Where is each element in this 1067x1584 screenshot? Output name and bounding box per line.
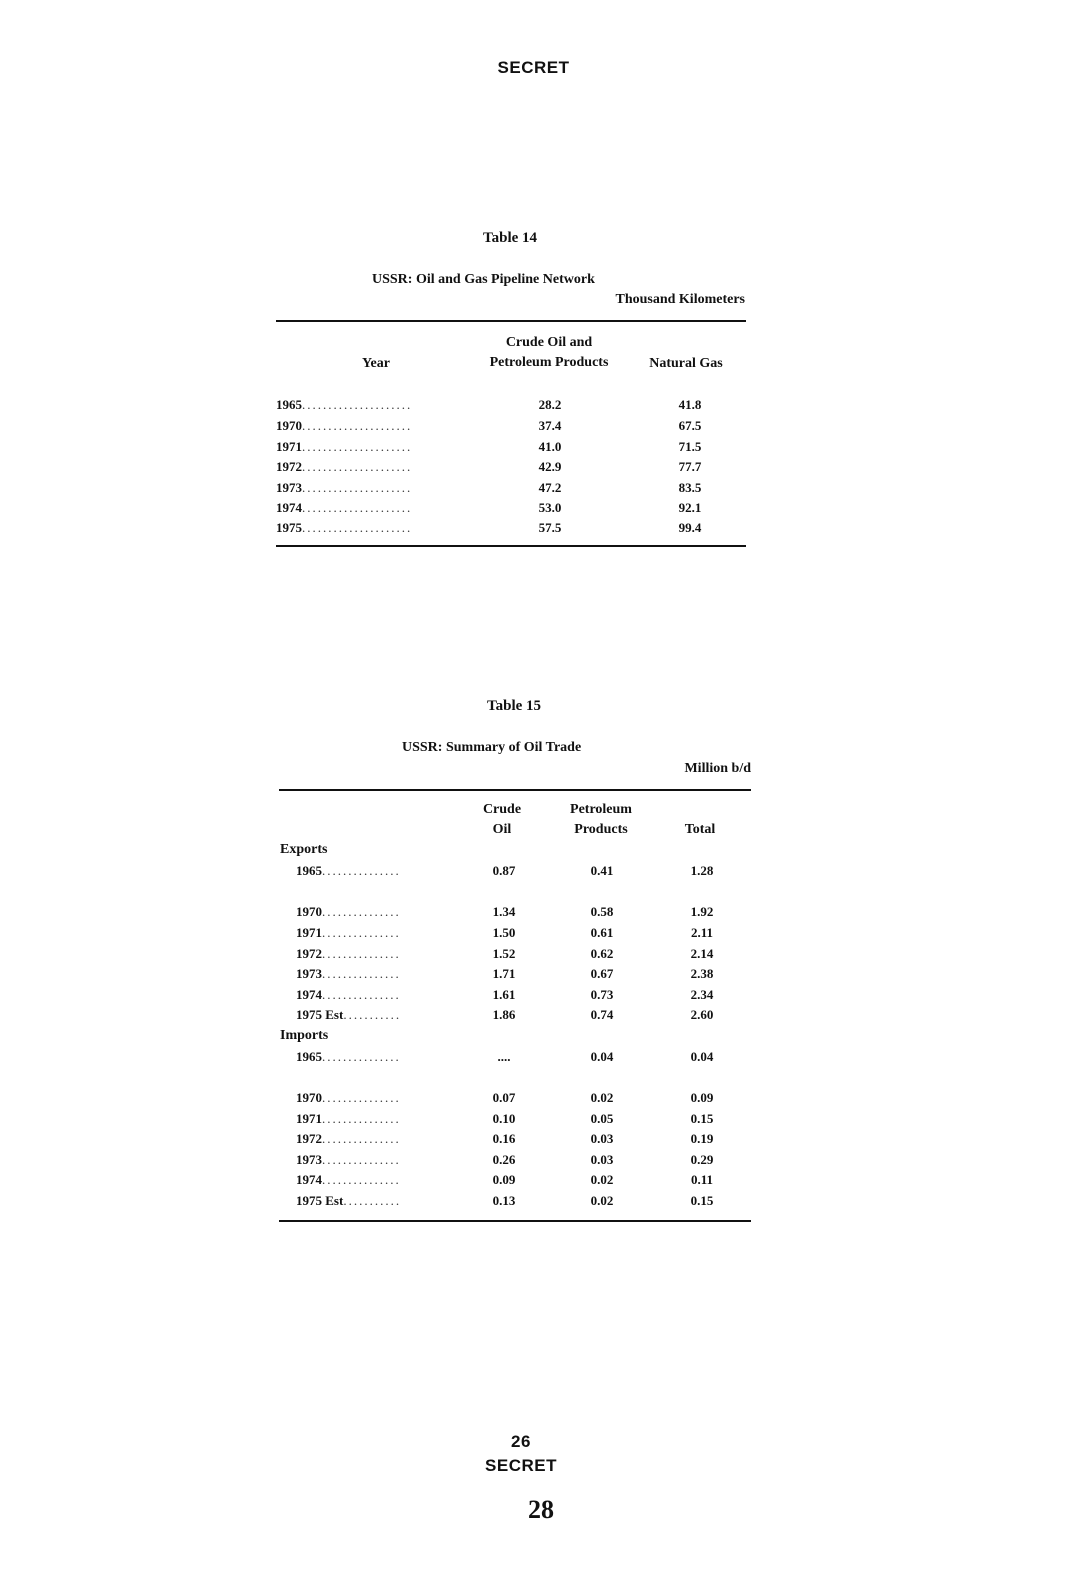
row-crude: 1.52 (492, 946, 516, 961)
row-crude: 0.87 (492, 863, 516, 878)
row-products: 0.73 (590, 987, 614, 1002)
row-oil: 53.0 (538, 500, 562, 515)
table14-number: Table 14 (482, 230, 538, 246)
row-year: 1974............... (296, 1172, 401, 1187)
table15-col-total: Total (684, 822, 716, 837)
row-year: 1965..................... (276, 397, 413, 412)
row-crude: .... (497, 1049, 511, 1064)
classification-header: SECRET (497, 58, 570, 77)
row-year: 1975 Est........... (296, 1193, 402, 1208)
table15-col-products (556, 800, 646, 840)
row-products: 0.02 (590, 1090, 614, 1105)
table15-unit: Million b/d (684, 761, 751, 776)
table14-bottom-rule (276, 545, 746, 547)
row-year: 1970..................... (276, 418, 413, 433)
row-crude: 1.71 (492, 966, 516, 981)
table15-bottom-rule (279, 1220, 751, 1222)
row-total: 0.15 (690, 1111, 714, 1126)
table15-col-products-line1: Petroleum (570, 802, 632, 817)
table15-title: USSR: Summary of Oil Trade (402, 740, 582, 755)
row-year: 1971............... (296, 1111, 401, 1126)
row-total: 2.34 (690, 987, 714, 1002)
row-crude: 1.50 (492, 925, 516, 940)
row-products: 0.04 (590, 1049, 614, 1064)
page-number: 26 (511, 1432, 531, 1451)
table14-col-year: Year (362, 356, 390, 371)
row-gas: 41.8 (678, 397, 702, 412)
table14-col-gas: Natural Gas (649, 356, 723, 371)
row-total: 2.60 (690, 1007, 714, 1022)
row-oil: 28.2 (538, 397, 562, 412)
table14-col-oil-line1: Crude Oil and (505, 335, 593, 350)
row-oil: 42.9 (538, 459, 562, 474)
imports-label: Imports (280, 1028, 329, 1043)
row-oil: 41.0 (538, 439, 562, 454)
row-total: 0.19 (690, 1131, 714, 1146)
row-total: 0.29 (690, 1152, 714, 1167)
row-total: 2.11 (690, 925, 714, 940)
row-oil: 47.2 (538, 480, 562, 495)
table14-col-oil-line2: Petroleum Products (489, 355, 609, 370)
table15-number: Table 15 (486, 698, 542, 714)
row-crude: 1.86 (492, 1007, 516, 1022)
row-year: 1973............... (296, 966, 401, 981)
table15-col-products-line2: Products (574, 822, 628, 837)
row-year: 1972..................... (276, 459, 413, 474)
row-crude: 0.13 (492, 1193, 516, 1208)
table14-unit: Thousand Kilometers (615, 292, 745, 307)
row-crude: 1.61 (492, 987, 516, 1002)
row-year: 1965............... (296, 1049, 401, 1064)
table14-title: USSR: Oil and Gas Pipeline Network (372, 272, 595, 287)
row-products: 0.62 (590, 946, 614, 961)
row-products: 0.05 (590, 1111, 614, 1126)
row-oil: 37.4 (538, 418, 562, 433)
table15-col-crude-line2: Oil (492, 822, 512, 837)
row-products: 0.03 (590, 1131, 614, 1146)
row-total: 0.04 (690, 1049, 714, 1064)
row-crude: 0.07 (492, 1090, 516, 1105)
row-products: 0.74 (590, 1007, 614, 1022)
row-year: 1974..................... (276, 500, 413, 515)
row-gas: 83.5 (678, 480, 702, 495)
row-gas: 92.1 (678, 500, 702, 515)
row-products: 0.03 (590, 1152, 614, 1167)
table15-col-crude-line1: Crude (482, 802, 522, 817)
row-total: 1.92 (690, 904, 714, 919)
row-gas: 71.5 (678, 439, 702, 454)
table14-top-rule (276, 320, 746, 322)
row-crude: 0.09 (492, 1172, 516, 1187)
row-crude: 0.10 (492, 1111, 516, 1126)
row-oil: 57.5 (538, 520, 562, 535)
row-gas: 67.5 (678, 418, 702, 433)
row-products: 0.67 (590, 966, 614, 981)
row-products: 0.61 (590, 925, 614, 940)
row-crude: 0.16 (492, 1131, 516, 1146)
table15-top-rule (279, 789, 751, 791)
row-crude: 0.26 (492, 1152, 516, 1167)
row-gas: 77.7 (678, 459, 702, 474)
sheet-number: 28 (528, 1495, 554, 1524)
row-total: 2.38 (690, 966, 714, 981)
row-products: 0.41 (590, 863, 614, 878)
row-year: 1965............... (296, 863, 401, 878)
exports-label: Exports (280, 842, 328, 857)
row-year: 1970............... (296, 1090, 401, 1105)
row-total: 2.14 (690, 946, 714, 961)
row-year: 1975..................... (276, 520, 413, 535)
row-year: 1974............... (296, 987, 401, 1002)
row-year: 1971..................... (276, 439, 413, 454)
row-year: 1975 Est........... (296, 1007, 402, 1022)
row-products: 0.02 (590, 1172, 614, 1187)
row-total: 0.11 (690, 1172, 714, 1187)
row-products: 0.58 (590, 904, 614, 919)
row-year: 1971............... (296, 925, 401, 940)
row-year: 1972............... (296, 1131, 401, 1146)
row-total: 0.09 (690, 1090, 714, 1105)
row-total: 1.28 (690, 863, 714, 878)
row-year: 1973..................... (276, 480, 413, 495)
row-gas: 99.4 (678, 520, 702, 535)
table14-col-oil (466, 333, 632, 373)
row-year: 1972............... (296, 946, 401, 961)
classification-footer: SECRET (485, 1456, 557, 1475)
row-total: 0.15 (690, 1193, 714, 1208)
row-crude: 1.34 (492, 904, 516, 919)
row-year: 1970............... (296, 904, 401, 919)
row-products: 0.02 (590, 1193, 614, 1208)
row-year: 1973............... (296, 1152, 401, 1167)
table15-col-crude (470, 800, 534, 840)
